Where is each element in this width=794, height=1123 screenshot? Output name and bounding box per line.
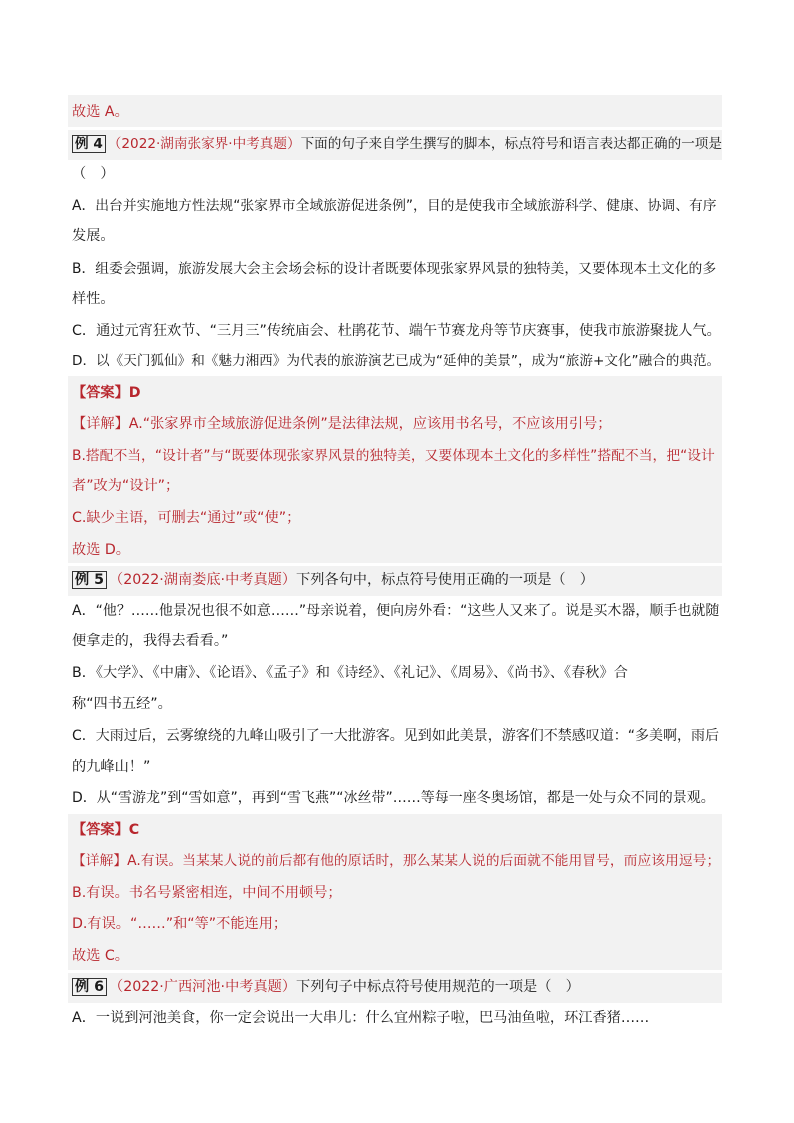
q6-source: （2022·广西河池·中考真题） (109, 979, 297, 995)
q4-option-a-line2: 发展。 (72, 228, 115, 244)
q4-stem: 下面的句子来自学生撰写的脚本，标点符号和语言表达都正确的一项是 (300, 136, 722, 152)
q4-detail-4: C.缺少主语，可删去“通过”或“使”； (72, 510, 301, 526)
q4-conclusion: 故选 D。 (72, 542, 130, 558)
q5-option-a-line2: 便拿走的，我得去看看。” (72, 633, 229, 649)
q5-detail-1: 【详解】A.有误。当某某人说的前后都有他的原话时，那么某某人说的后面就不能用冒号，而应该用逗号； (72, 853, 721, 869)
q5-stem: 下列各句中，标点符号使用正确的一项是（ ） (296, 572, 594, 588)
q4-detail-2: B.搭配不当，“设计者”与“既要体现张家界风景的独特美，又要体现本土文化的多样性”搭配不当，把“设计 (72, 448, 715, 464)
q5-header (72, 570, 722, 590)
shade-q4-answer (68, 376, 722, 563)
prev-conclusion: 故选 A。 (72, 104, 129, 120)
q4-detail-3: 者”改为“设计”； (72, 478, 180, 494)
q4-number: 例 4 (72, 135, 106, 153)
q5-option-a-line1: A．“他？……他景况也很不如意……”母亲说着，便向房外看：“这些人又来了。说是买木器，顺手也就随 (72, 603, 720, 619)
q6-number: 例 6 (72, 978, 107, 996)
q5-detail-3: D.有误。“……”和“等”不能连用； (72, 916, 288, 932)
q5-option-c-line2: 的九峰山！” (72, 759, 151, 775)
q5-option-d: D．从“雪游龙”到“雪如意”，再到“雪飞燕”“冰丝带”……等每一座冬奥场馆，都是一处与众不同的景观。 (72, 790, 715, 806)
q4-answer: 【答案】D (72, 385, 141, 401)
q5-conclusion: 故选 C。 (72, 948, 129, 964)
q5-option-b-line1: B．《大学》、《中庸》、《论语》、《孟子》和《诗经》、《礼记》、《周易》、《尚书》、《春秋》合 (72, 665, 628, 681)
q4-option-b-line2: 样性。 (72, 291, 115, 307)
q4-option-a-line1: A．出台并实施地方性法规“张家界市全域旅游促进条例”，目的是使我市全域旅游科学、健康、协调、有序 (72, 198, 717, 214)
q5-number: 例 5 (72, 571, 107, 589)
q6-option-a: A．一说到河池美食，你一定会说出一大串儿：什么宜州粽子啦，巴马油鱼啦，环江香猪…… (72, 1010, 650, 1026)
q4-option-d: D．以《天门狐仙》和《魅力湘西》为代表的旅游演艺已成为“延伸的美景”，成为“旅游+文化”融合的典范。 (72, 353, 721, 369)
q4-header (72, 134, 722, 154)
q4-stem-bracket: （ ） (72, 166, 115, 182)
q4-detail-1: 【详解】A.“张家界市全域旅游促进条例”是法律法规，应该用书名号，不应该用引号； (72, 416, 612, 432)
q5-source: （2022·湖南娄底·中考真题） (109, 572, 297, 588)
q5-option-c-line1: C．大雨过后，云雾缭绕的九峰山吸引了一大批游客。见到如此美景，游客们不禁感叹道：“多美啊，雨后 (72, 728, 720, 744)
q6-header (72, 977, 722, 997)
q5-detail-2: B.有误。书名号紧密相连，中间不用顿号； (72, 885, 342, 901)
q5-option-b-line2: 称“四书五经”。 (72, 696, 172, 712)
q4-option-b-line1: B．组委会强调，旅游发展大会主会场会标的设计者既要体现张家界风景的独特美，又要体现本土文化的多 (72, 261, 717, 277)
q4-source: （2022·湖南张家界·中考真题） (107, 136, 301, 152)
q6-stem: 下列句子中标点符号使用规范的一项是（ ） (296, 979, 580, 995)
q5-answer: 【答案】C (72, 822, 140, 838)
q4-option-c: C．通过元宵狂欢节、“三月三”传统庙会、杜鹃花节、端午节赛龙舟等节庆赛事，使我市旅游聚拢人气。 (72, 323, 721, 339)
